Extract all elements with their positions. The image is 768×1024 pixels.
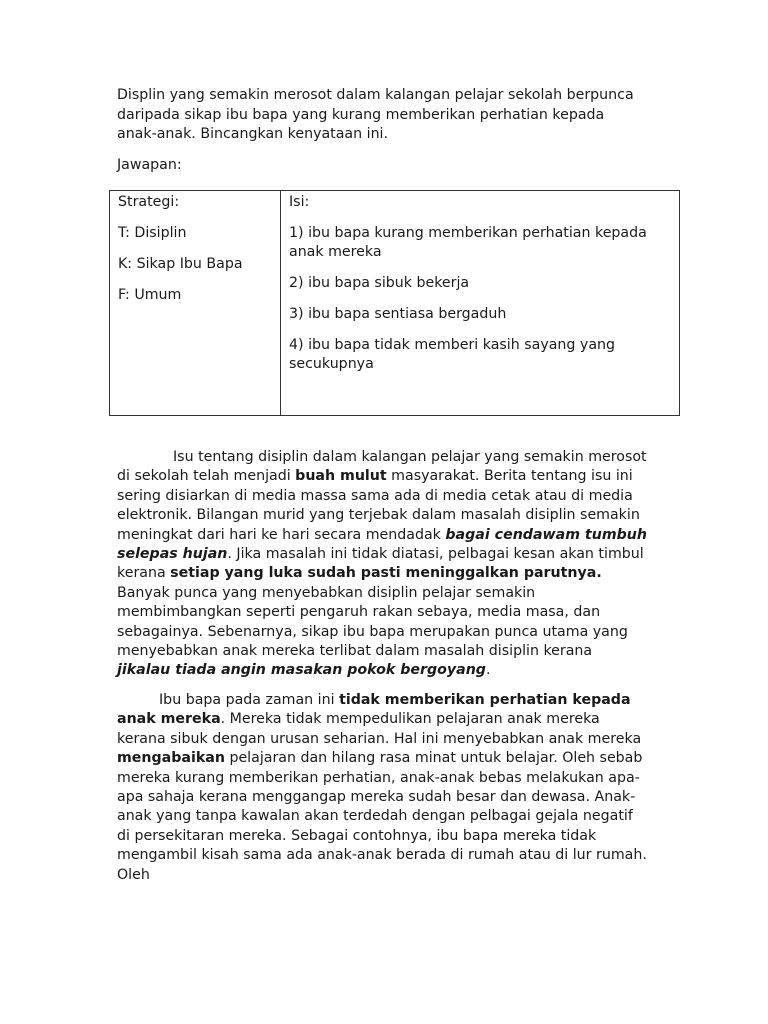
content-column xyxy=(281,191,679,415)
strategy-form: F: Umum xyxy=(118,287,182,303)
p1-proverb-angin: jikalau tiada angin masakan pokok bergoyang xyxy=(117,662,486,679)
p2-key-point: tidak memberikan perhatian kepada anak mereka xyxy=(117,691,631,728)
content-point-2: 2) ibu bapa sibuk bekerja xyxy=(289,275,470,291)
strategy-topic: T: Disiplin xyxy=(118,225,187,241)
p1-text-2: masyarakat. Berita tentang isu ini sering disiarkan di media massa sama ada di media cetak atau di media elektronik. Bilangan murid yang terjebak dalam masalah disiplin semakin meningkat dari hari ke hari secara mendadak xyxy=(117,468,640,543)
p2-keyword-mengabaikan: mengabaikan xyxy=(117,750,225,767)
essay-paragraph-2 xyxy=(117,691,647,885)
p1-text-5: . xyxy=(485,662,491,679)
p1-text-3: . Jika masalah ini tidak diatasi, pelbagai kesan akan timbul kerana xyxy=(117,546,644,582)
p2-text-2: pelajaran dan hilang rasa minat untuk belajar. Oleh sebab mereka kurang memberikan perhatian, anak-anak bebas melakukan apa-apa sahaja kerana menggangap mereka sudah besar dan dewasa. Anak-anak yang tanpa kawalan akan terdedah dengan pelbagai gejala negatif di persekitaran mereka. Sebagai contohnya, ibu bapa mereka tidak mengambil kisah sama ada anak-anak berada di rumah atau di lur rumah. Oleh xyxy=(117,750,647,883)
p1-simile-cendawan: bagai cendawam tumbuh selepas hujan xyxy=(117,526,647,563)
outline-table xyxy=(109,190,680,416)
content-heading: Isi: xyxy=(289,194,310,210)
strategy-heading: Strategi: xyxy=(118,194,180,210)
p1-idiom-buah-mulut: buah mulut xyxy=(295,468,387,485)
p1-proverb-parut: setiap yang luka sudah pasti meninggalkan parutnya. xyxy=(170,565,602,582)
content-point-3: 3) ibu bapa sentiasa bergaduh xyxy=(289,306,507,322)
essay-body xyxy=(117,448,647,895)
p2-text-1: . Mereka tidak mempedulikan pelajaran anak mereka kerana sibuk dengan urusan seharian. Hal ini menyebabkan anak mereka xyxy=(117,711,642,747)
answer-label: Jawapan: xyxy=(117,157,182,173)
content-point-4: 4) ibu bapa tidak memberi kasih sayang yang secukupnya xyxy=(289,337,616,372)
essay-question: Displin yang semakin merosot dalam kalangan pelajar sekolah berpunca daripada sikap ibu bapa yang kurang memberikan perhatian kepada anak-anak. Bincangkan kenyataan ini. xyxy=(117,87,634,142)
strategy-focus: K: Sikap Ibu Bapa xyxy=(118,256,243,272)
p1-text-1: Isu tentang disiplin dalam kalangan pelajar yang semakin merosot di sekolah telah menjadi xyxy=(117,449,647,485)
strategy-column xyxy=(110,191,281,415)
content-point-1: 1) ibu bapa kurang memberikan perhatian kepada anak mereka xyxy=(289,225,647,260)
p1-text-4: Banyak punca yang menyebabkan disiplin pelajar semakin membimbangkan seperti pengaruh rakan sebaya, media masa, dan sebagainya. Sebenarnya, sikap ibu bapa merupakan punca utama yang menyebabkan anak mereka terlibat dalam masalah disiplin kerana xyxy=(117,584,628,660)
essay-paragraph-1 xyxy=(117,448,647,681)
p2-text-0: Ibu bapa pada zaman ini xyxy=(159,691,340,708)
